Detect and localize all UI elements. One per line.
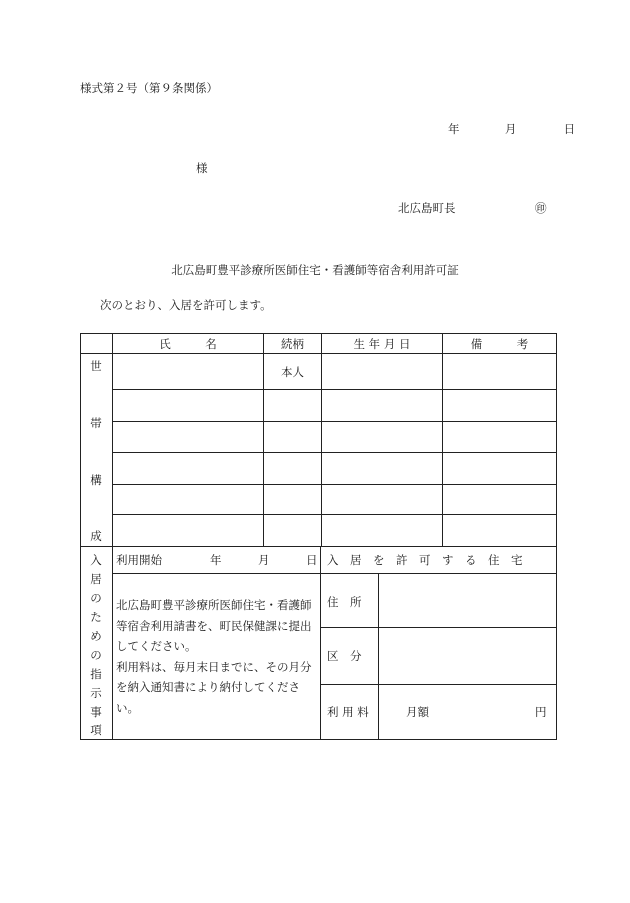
column-remarks: 備 考 <box>470 336 529 351</box>
instructions-label-char: 指 <box>90 667 102 681</box>
household-label-char: 成 <box>90 529 102 543</box>
instructions-line: してください。 <box>116 639 197 653</box>
date-month-label: 月 <box>504 122 517 136</box>
start-year-unit: 年 <box>210 553 222 567</box>
instructions-label-char: の <box>90 648 102 662</box>
permitted-housing-label: 入 居 を 許 可 す る 住 宅 <box>327 553 523 567</box>
fee-label: 利 用 料 <box>327 705 369 719</box>
household-label-char: 帯 <box>90 416 102 430</box>
first-member-relation: 本人 <box>281 364 304 379</box>
address-label: 住 所 <box>327 595 362 609</box>
fee-unit-label: 円 <box>535 705 547 719</box>
column-relation: 続柄 <box>281 336 304 351</box>
household-label-char: 構 <box>90 473 102 487</box>
instructions-label-char: 示 <box>90 686 102 700</box>
instructions-label-char: 事 <box>90 705 102 719</box>
intro-text: 次のとおり、入居を許可します。 <box>100 298 272 312</box>
issuer-name: 北広島町長 <box>398 201 456 215</box>
household-label-char: 世 <box>90 359 102 373</box>
start-date-label: 利用開始 <box>116 553 162 567</box>
instructions-label-char: の <box>90 591 102 605</box>
instructions-label-char: 居 <box>90 572 102 586</box>
instructions-text <box>116 595 312 718</box>
instructions-line: を納入通知書により納付してくださ <box>116 680 300 694</box>
instructions-line: 北広島町豊平診療所医師住宅・看護師 <box>116 598 312 612</box>
permit-table <box>80 333 557 740</box>
instructions-label-char: め <box>90 629 102 643</box>
instructions-line: 等宿舎利用請書を、町民保健課に提出 <box>116 618 312 633</box>
column-birth-date: 生 年 月 日 <box>353 336 411 351</box>
issue-date <box>448 121 575 137</box>
instructions-line: い。 <box>116 700 139 715</box>
instructions-label-char: 項 <box>90 723 102 737</box>
start-month-unit: 月 <box>258 553 270 567</box>
seal-mark: ㊞ <box>535 201 547 215</box>
instructions-label-char: た <box>90 610 102 624</box>
form-number: 様式第２号（第９条関係） <box>80 81 218 95</box>
date-year-label: 年 <box>448 122 460 136</box>
start-day-unit: 日 <box>306 553 318 567</box>
document-title: 北広島町豊平診療所医師住宅・看護師等宿舎利用許可証 <box>171 263 459 277</box>
category-label: 区 分 <box>327 649 362 663</box>
fee-monthly-label: 月額 <box>406 705 429 719</box>
addressee-suffix: 様 <box>196 161 208 175</box>
instructions-line: 利用料は、毎月末日までに、その月分 <box>116 659 312 674</box>
date-day-label: 日 <box>563 122 576 136</box>
instructions-label-char: 入 <box>90 553 102 567</box>
column-name: 氏 名 <box>159 336 217 351</box>
